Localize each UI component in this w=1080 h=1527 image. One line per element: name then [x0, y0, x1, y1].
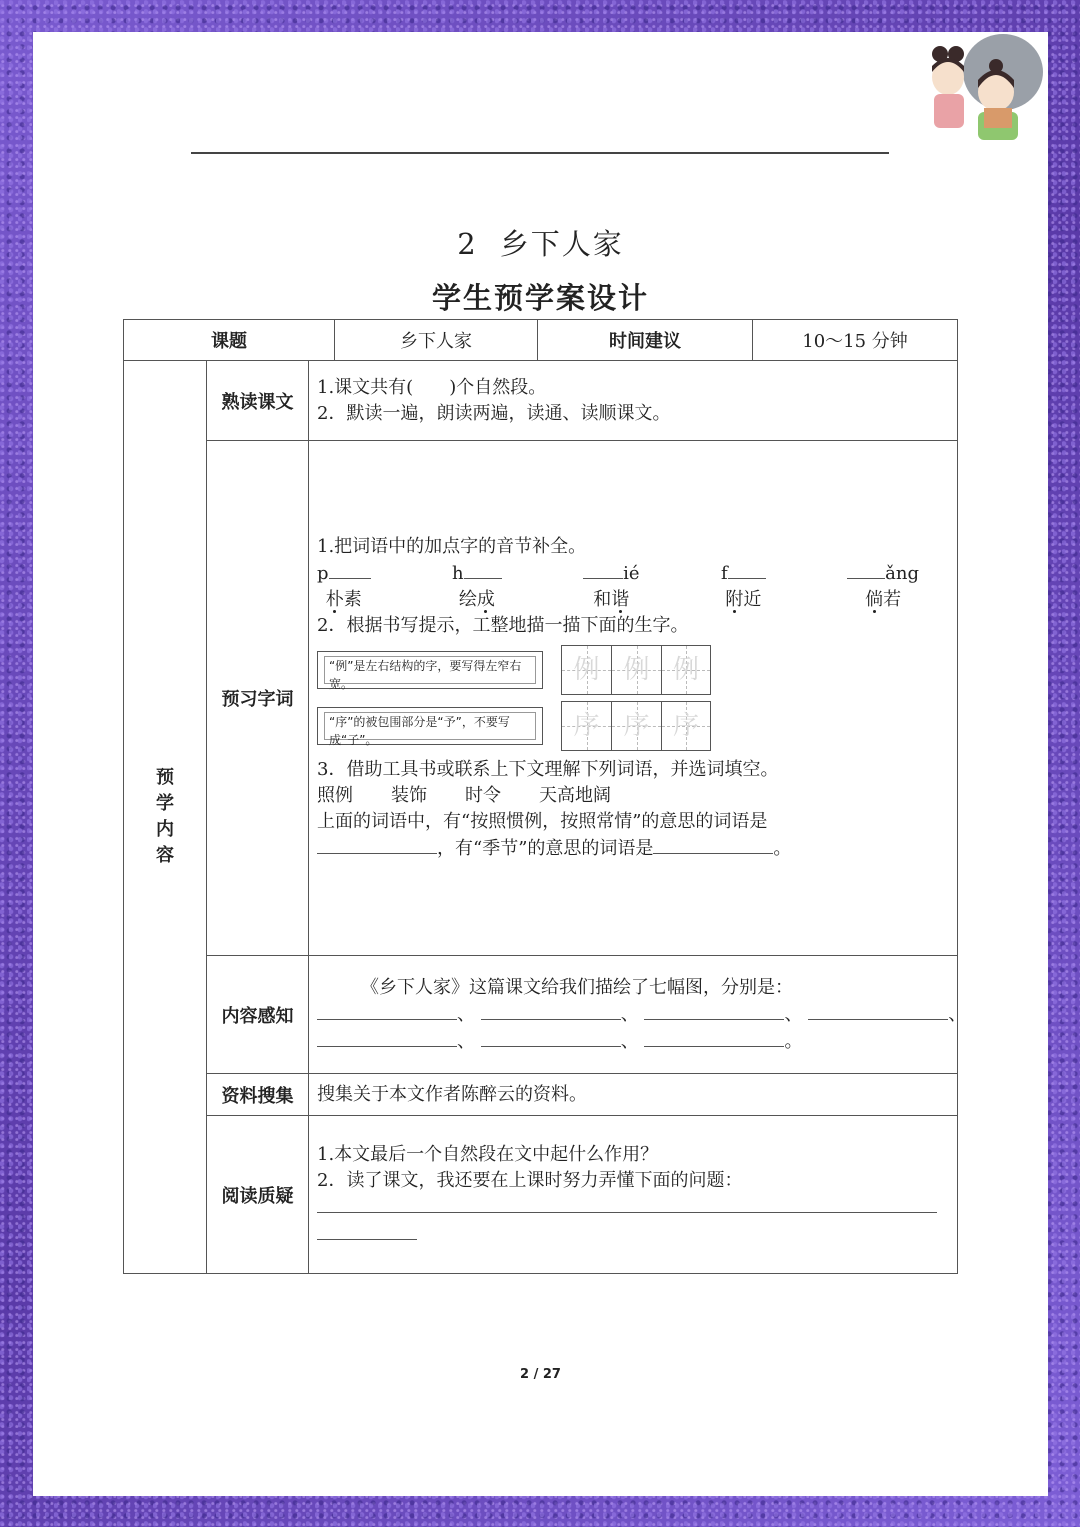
answer-blank[interactable] — [317, 1221, 417, 1240]
dotted-char: 成 — [476, 589, 495, 610]
lesson-number: 2 — [457, 227, 478, 261]
tracing-cell[interactable] — [561, 645, 611, 695]
vocab-word: 照例 — [317, 785, 353, 806]
words-q2: 2．根据书写提示，工整地描一描下面的生字。 — [317, 615, 689, 636]
tracing-cell[interactable] — [561, 701, 611, 751]
page-indicator: 2 / 27 — [520, 1367, 561, 1382]
row-perceive — [124, 956, 958, 1074]
row-content-perceive — [309, 956, 967, 1074]
lesson-name: 乡下人家 — [499, 227, 624, 261]
worksheet-subtitle: 学生预学案设计 — [431, 281, 649, 315]
header-rule — [191, 152, 889, 154]
q3-line-1: 上面的词语中，有“按照惯例，按照常情”的意思的词语是 — [317, 811, 768, 832]
pinyin-suffix: ǎng — [885, 563, 920, 584]
preview-table — [123, 319, 967, 1274]
q3-mid-text: ，有“季节”的意思的词语是 — [437, 838, 654, 859]
pinyin-blank[interactable] — [847, 560, 885, 579]
row-label-words: 预习字词 — [207, 441, 309, 956]
pinyin-blank[interactable] — [583, 560, 623, 579]
tracing-grids-1 — [561, 645, 711, 695]
row-content-question — [309, 1116, 958, 1274]
tracing-grids-2 — [561, 701, 711, 751]
word-char: 近 — [743, 589, 762, 610]
pinyin-item — [452, 560, 502, 613]
lesson-title — [33, 222, 1048, 263]
read-line-1: 1.课文共有( )个自然段。 — [317, 376, 547, 398]
answer-line — [317, 1221, 949, 1248]
trace-char: 例 — [573, 655, 600, 685]
row-content-read — [309, 361, 958, 441]
separator: 、 — [457, 1003, 475, 1025]
row-content-words — [309, 441, 958, 956]
row-question — [124, 1116, 958, 1274]
question-line-2: 2．读了课文，我还要在上课时努力弄懂下面的问题： — [317, 1169, 743, 1191]
fill-blank[interactable] — [644, 1028, 784, 1047]
perceive-blanks-2 — [317, 1028, 949, 1055]
pinyin-item — [847, 560, 919, 613]
separator: 、 — [620, 1030, 639, 1052]
tracing-cell[interactable] — [661, 701, 711, 751]
q3-end-text: 。 — [773, 838, 792, 859]
time-label: 时间建议 — [538, 320, 753, 361]
answer-blank[interactable] — [317, 1194, 937, 1213]
trace-char: 序 — [672, 711, 699, 741]
vocab-word: 装饰 — [391, 785, 427, 806]
trace-char: 序 — [573, 711, 600, 741]
trace-char: 例 — [623, 655, 650, 685]
time-value: 10～15 分钟 — [753, 320, 958, 361]
word-char: 素 — [343, 589, 362, 610]
row-label-read: 熟读课文 — [207, 361, 309, 441]
dotted-char: 谐 — [611, 589, 630, 610]
words-q1: 1.把词语中的加点字的音节补全。 — [317, 536, 587, 557]
end-mark: 。 — [784, 1030, 803, 1052]
fill-blank[interactable] — [653, 835, 773, 854]
topic-label: 课题 — [124, 320, 335, 361]
row-read — [124, 361, 958, 441]
fill-blank[interactable] — [317, 1028, 457, 1047]
writing-hint-text: “例”是左右结构的字，要写得左窄右宽。 — [324, 656, 536, 684]
q3-line-2 — [317, 835, 949, 862]
children-reading-illustration — [908, 32, 1048, 152]
tracing-cell[interactable] — [611, 645, 661, 695]
writing-hint-1 — [317, 651, 543, 689]
perceive-intro: 《乡下人家》这篇课文给我们描绘了七幅图，分别是： — [361, 976, 793, 998]
pinyin-blank[interactable] — [728, 560, 766, 579]
pinyin-item — [317, 560, 371, 613]
fill-blank[interactable] — [481, 1001, 621, 1020]
pinyin-item — [583, 560, 639, 613]
vocab-list — [317, 783, 949, 809]
trace-char: 序 — [623, 711, 650, 741]
word-char: 若 — [883, 589, 902, 610]
pinyin-prefix: h — [452, 563, 464, 584]
vocab-word: 时令 — [465, 785, 501, 806]
pinyin-blank[interactable] — [464, 560, 502, 579]
separator: 、 — [620, 1003, 639, 1025]
writing-hint-text: “序”的被包围部分是“予”，不要写成“子”。 — [324, 712, 536, 740]
topic-value: 乡下人家 — [335, 320, 538, 361]
read-line-2: 2．默读一遍，朗读两遍，读通、读顺课文。 — [317, 402, 671, 424]
side-label: 预学内容 — [156, 767, 174, 866]
row-words — [124, 441, 958, 956]
writing-hint-2 — [317, 707, 543, 745]
separator: 、 — [457, 1030, 475, 1052]
pinyin-blank[interactable] — [329, 560, 371, 579]
pinyin-prefix: f — [721, 563, 728, 584]
side-label-cell — [124, 361, 207, 1274]
fill-blank[interactable] — [481, 1028, 621, 1047]
tracing-cell[interactable] — [611, 701, 661, 751]
word-char: 绘 — [458, 589, 477, 610]
word-char: 和 — [593, 589, 612, 610]
row-content-collect: 搜集关于本文作者陈醉云的资料。 — [309, 1074, 958, 1116]
fill-blank[interactable] — [644, 1001, 784, 1020]
pinyin-item — [721, 560, 766, 613]
fill-blank[interactable] — [808, 1001, 948, 1020]
row-label-perceive: 内容感知 — [207, 956, 309, 1074]
row-label-collect: 资料搜集 — [207, 1074, 309, 1116]
dotted-char: 附 — [725, 589, 744, 610]
fill-blank[interactable] — [317, 1001, 457, 1020]
tracing-cell[interactable] — [661, 645, 711, 695]
worksheet-page — [33, 32, 1048, 1496]
words-q3: 3．借助工具书或联系上下文理解下列词语，并选词填空。 — [317, 759, 779, 780]
pinyin-suffix: ié — [623, 563, 640, 584]
separator: 、 — [784, 1003, 803, 1025]
trace-char: 例 — [672, 655, 699, 685]
fill-blank[interactable] — [317, 835, 437, 854]
separator: 、 — [948, 1003, 967, 1025]
hint-row-1 — [317, 645, 949, 695]
header-row — [124, 320, 958, 361]
perceive-blanks-1 — [317, 1001, 967, 1028]
vocab-word: 天高地阔 — [539, 785, 611, 806]
row-collect — [124, 1074, 958, 1116]
answer-line — [317, 1194, 949, 1221]
question-line-1: 1.本文最后一个自然段在文中起什么作用？ — [317, 1143, 659, 1165]
dotted-char: 倘 — [865, 589, 884, 610]
pinyin-prefix: p — [317, 563, 329, 584]
dotted-char: 朴 — [325, 589, 344, 610]
hint-row-2 — [317, 701, 949, 751]
row-label-question: 阅读质疑 — [207, 1116, 309, 1274]
pinyin-row — [317, 560, 949, 613]
